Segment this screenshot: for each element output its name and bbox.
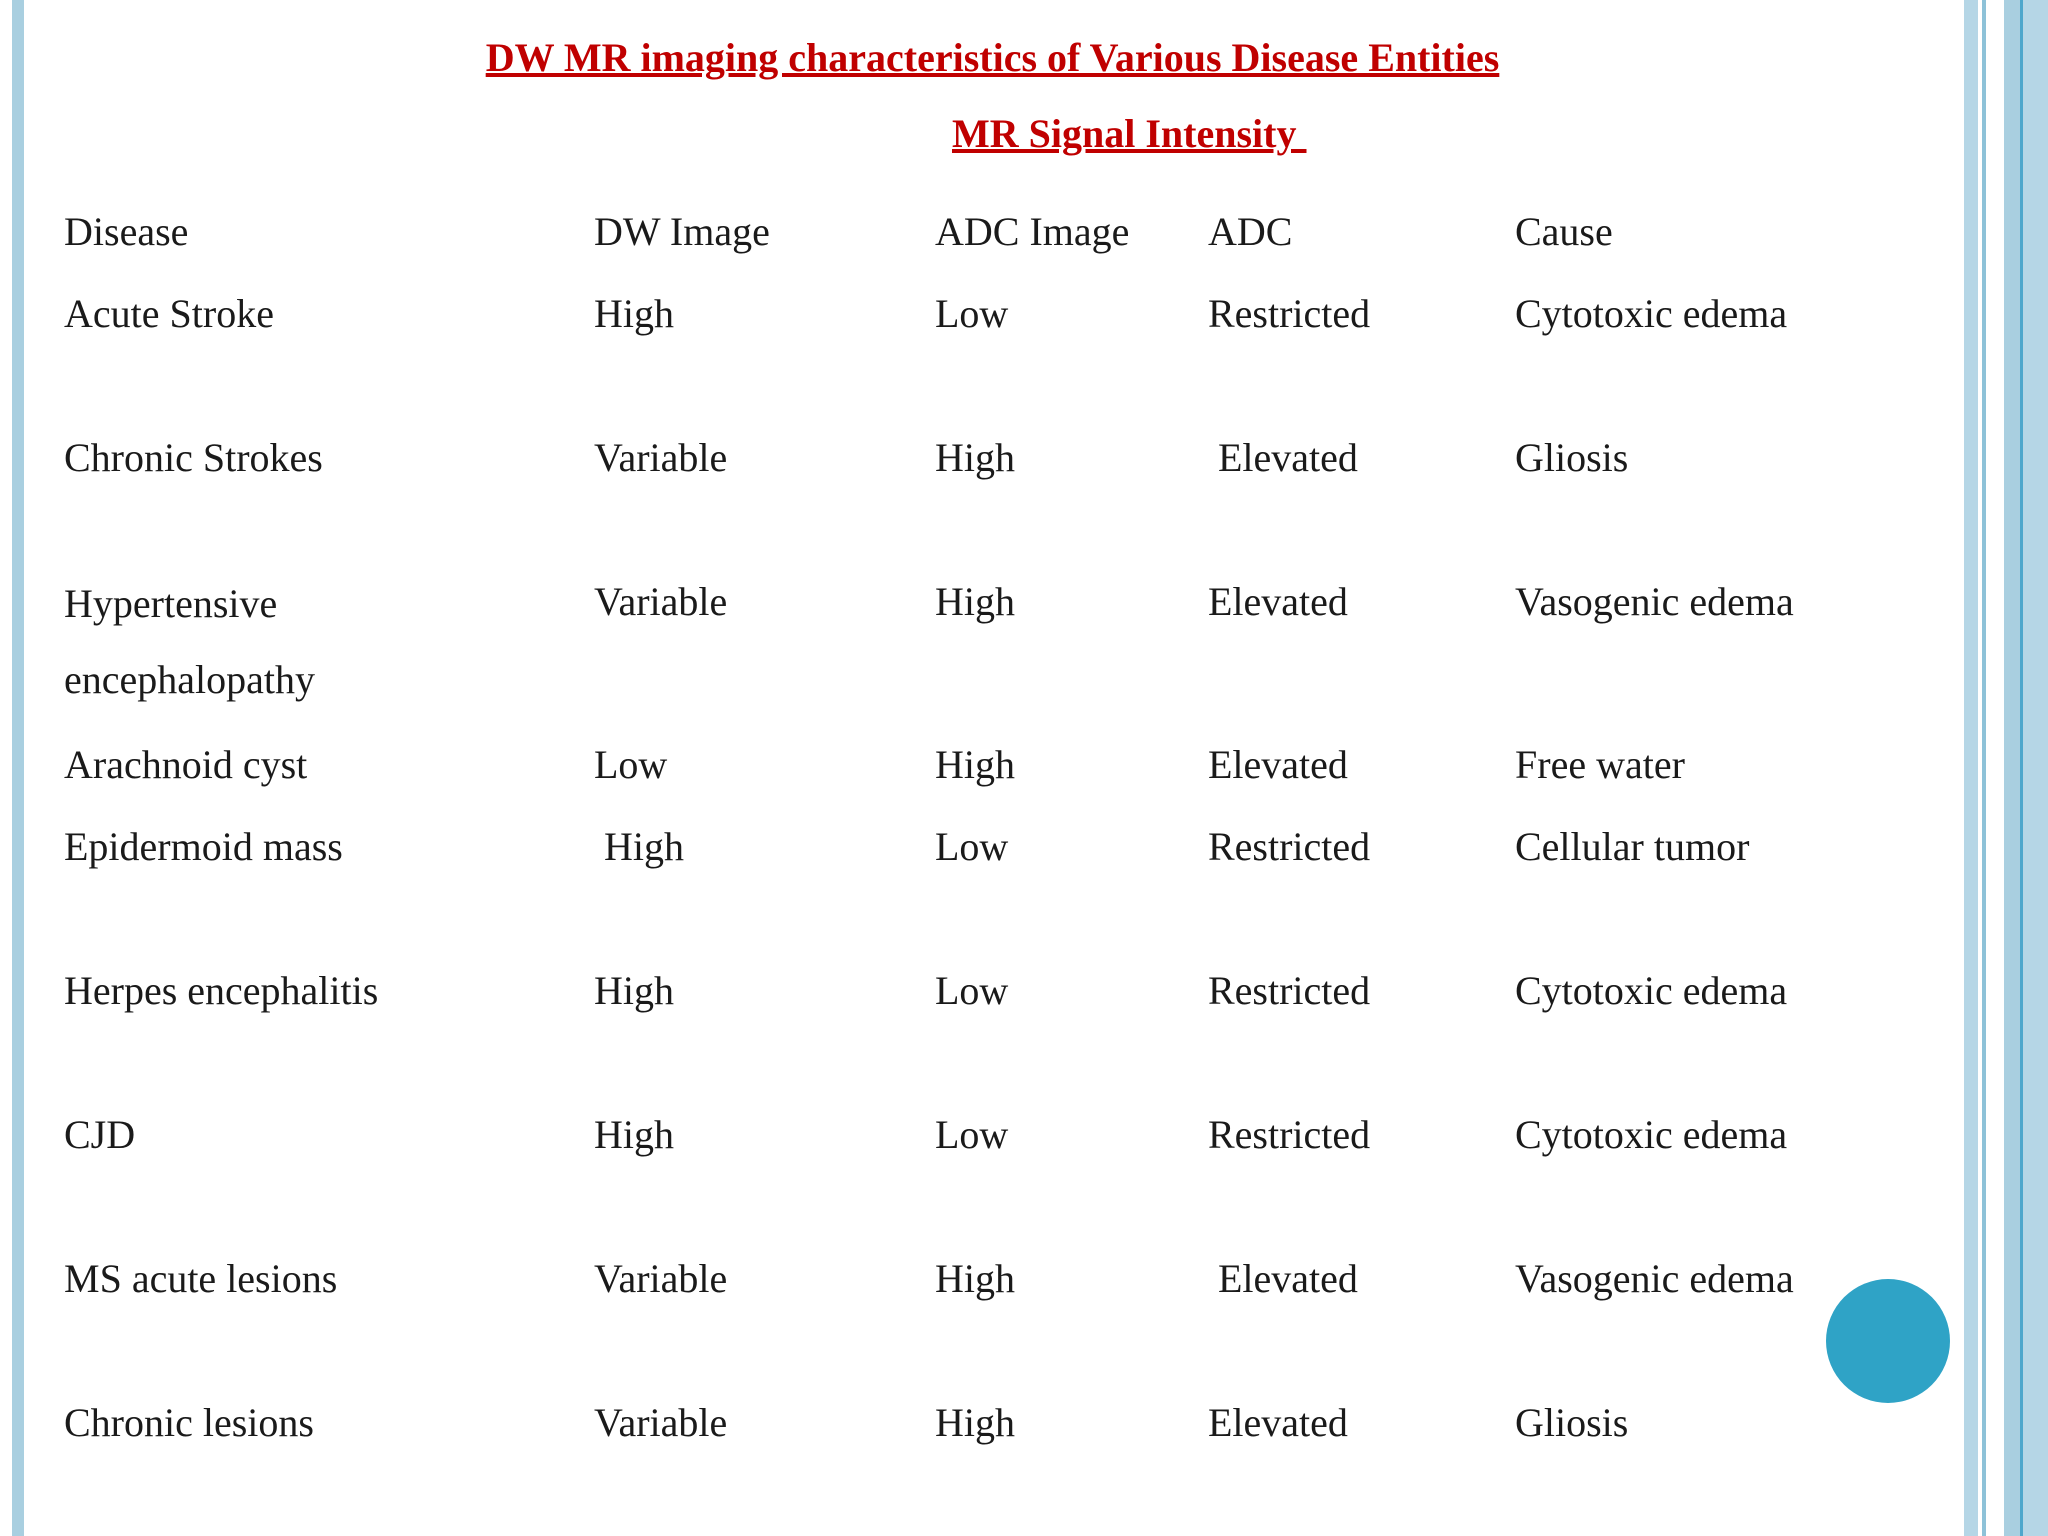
table-cell-disease: Epidermoid mass [64,824,343,869]
table-cell-cause: Cytotoxic edema [1515,968,1788,1013]
table-cell-disease: CJD [64,1112,136,1157]
column-header-adc: ADC [1208,209,1293,254]
table-cell-adc: Restricted [1208,1112,1371,1157]
table-cell-adc-image: Low [935,824,1009,869]
table-cell-dw-image: High [594,968,674,1013]
table-cell-adc: Elevated [1208,579,1348,624]
table-cell-adc-image: High [935,435,1015,480]
table-cell-dw-image: Variable [594,435,728,480]
table-cell-cause: Vasogenic edema [1515,579,1794,624]
table-cell-dw-image: Variable [594,1400,728,1445]
slide-subtitle: MR Signal Intensity [952,111,1307,156]
table-cell-disease: Hypertensive encephalopathy [64,581,315,702]
stripe [1986,0,2004,1536]
table-cell-cause: Cellular tumor [1515,824,1750,869]
table-cell-adc: Elevated [1208,1400,1348,1445]
table-cell-cause: Cytotoxic edema [1515,291,1788,336]
table-cell-adc: Elevated [1208,435,1358,480]
table-cell-dw-image: Variable [594,1256,728,1301]
table-cell-disease: Acute Stroke [64,291,274,336]
table-cell-disease: Chronic lesions [64,1400,314,1445]
column-header-adc-image: ADC Image [935,209,1130,254]
stripe [2023,0,2048,1536]
table-cell-dw-image: Variable [594,579,728,624]
table-cell-cause: Vasogenic edema [1515,1256,1794,1301]
stripe [2004,0,2020,1536]
table-cell-dw-image: High [594,824,684,869]
table-cell-disease: Chronic Strokes [64,435,323,480]
decorative-circle [1826,1279,1950,1403]
stripe [1964,0,1978,1536]
right-decorative-stripes [1964,0,2048,1536]
table-cell-dw-image: Low [594,742,668,787]
table-cell-dw-image: High [594,291,674,336]
table-cell-disease: Arachnoid cyst [64,742,308,787]
table-cell-adc-image: High [935,579,1015,624]
table-cell-adc-image: Low [935,1112,1009,1157]
table-cell-adc: Restricted [1208,291,1371,336]
table-cell-cause: Free water [1515,742,1685,787]
table-cell-dw-image: High [594,1112,674,1157]
left-border-strip [12,0,24,1536]
table-cell-adc-image: Low [935,291,1009,336]
table-cell-adc-image: High [935,742,1015,787]
table-cell-adc-image: Low [935,968,1009,1013]
slide-title: DW MR imaging characteristics of Various Disease Entities [485,35,1500,80]
table-cell-disease: Herpes encephalitis [64,968,379,1013]
table-cell-adc: Restricted [1208,968,1371,1013]
table-cell-adc: Elevated [1208,742,1348,787]
table-cell-adc-image: High [935,1256,1015,1301]
table-cell-cause: Gliosis [1515,1400,1629,1445]
table-cell-adc: Restricted [1208,824,1371,869]
table-cell-disease: MS acute lesions [64,1256,338,1301]
table-cell-cause: Gliosis [1515,435,1629,480]
table-cell-cause: Cytotoxic edema [1515,1112,1788,1157]
column-header-disease: Disease [64,209,189,254]
column-header-cause: Cause [1515,209,1613,254]
table-cell-adc-image: High [935,1400,1015,1445]
table-cell-adc: Elevated [1208,1256,1358,1301]
column-header-dw-image: DW Image [594,209,770,254]
